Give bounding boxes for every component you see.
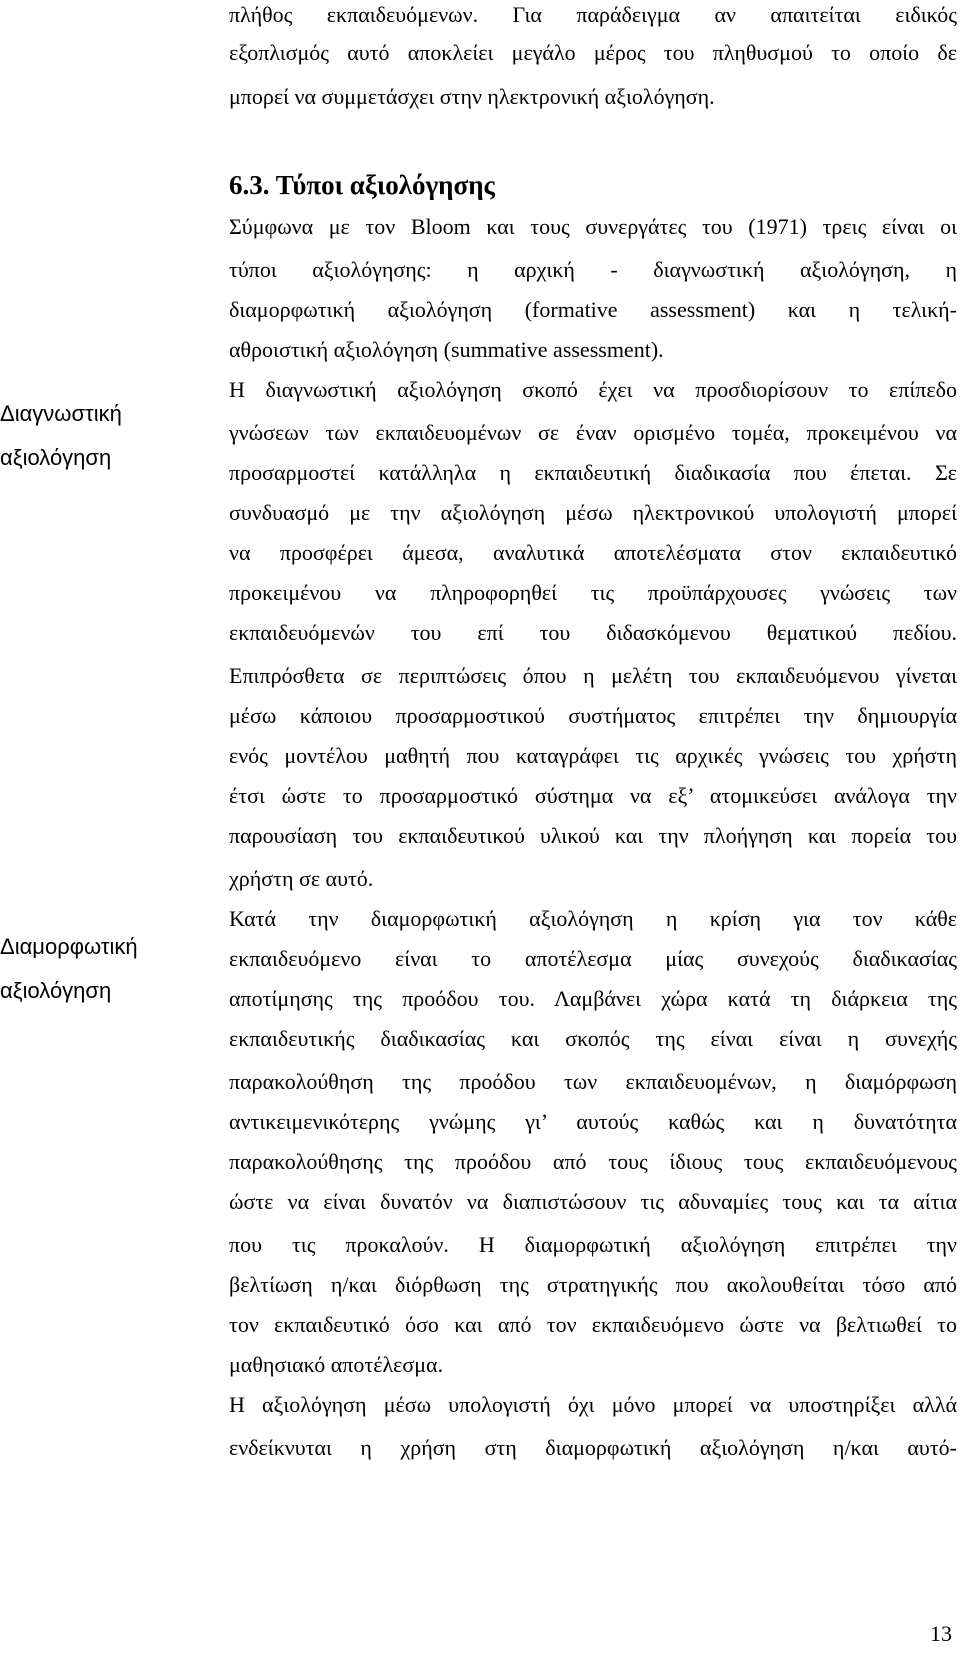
margin-note-formative-line-2: αξιολόγηση bbox=[0, 978, 112, 1003]
section-heading: 6.3. Τύποι αξιολόγησης bbox=[229, 170, 495, 200]
para3-line-5: παρακολούθηση της προόδου των εκπαιδευομένων, η διαμόρφωση bbox=[229, 1069, 957, 1094]
para4-line-1: Η αξιολόγηση μέσω υπολογιστή όχι μόνο μπορεί να υποστηρίξει αλλά bbox=[229, 1392, 957, 1417]
para1-line-4: αθροιστική αξιολόγηση (summative assessment). bbox=[229, 337, 664, 362]
para3-line-2: εκπαιδευόμενο είναι το αποτέλεσμα μίας συνεχούς διαδικασίας bbox=[229, 946, 957, 971]
para3-line-7: παρακολούθησης της προόδου από τους ίδιους τους εκπαιδευόμενους bbox=[229, 1149, 957, 1174]
para2-line-4: συνδυασμό με την αξιολόγηση μέσω ηλεκτρονικού υπολογιστή μπορεί bbox=[229, 500, 957, 525]
margin-note-diagnostic bbox=[0, 392, 170, 480]
intro-line-1: πλήθος εκπαιδευόμενων. Για παράδειγμα αν απαιτείται ειδικός bbox=[229, 2, 957, 27]
para2-line-8: Επιπρόσθετα σε περιπτώσεις όπου η μελέτη του εκπαιδευόμενου γίνεται bbox=[229, 663, 957, 688]
para1-line-1: Σύμφωνα με τον Bloom και τους συνεργάτες του (1971) τρεις είναι οι bbox=[229, 214, 957, 239]
para3-line-6: αντικειμενικότερης γνώμης γι’ αυτούς καθώς και η δυνατότητα bbox=[229, 1109, 957, 1134]
para3-line-8: ώστε να είναι δυνατόν να διαπιστώσουν τις αδυναμίες τους και τα αίτια bbox=[229, 1189, 957, 1214]
para1-line-3: διαμορφωτική αξιολόγηση (formative assessment) και η τελική- bbox=[229, 297, 957, 322]
page-number: 13 bbox=[930, 1621, 952, 1646]
para2-line-1: Η διαγνωστική αξιολόγηση σκοπό έχει να προσδιορίσουν το επίπεδο bbox=[229, 377, 957, 402]
margin-note-formative-line-1: Διαμορφωτική bbox=[0, 934, 138, 959]
para1-line-2: τύποι αξιολόγησης: η αρχική - διαγνωστική αξιολόγηση, η bbox=[229, 257, 957, 282]
para3-line-11: τον εκπαιδευτικό όσο και από τον εκπαιδευόμενο ώστε να βελτιωθεί το bbox=[229, 1312, 957, 1337]
para2-line-9: μέσω κάποιου προσαρμοστικού συστήματος επιτρέπει την δημιουργία bbox=[229, 703, 957, 728]
para2-line-6: προκειμένου να πληροφορηθεί τις προϋπάρχουσες γνώσεις των bbox=[229, 580, 957, 605]
para2-line-11: έτσι ώστε το προσαρμοστικό σύστημα να εξ’ ατομικεύσει ανάλογα την bbox=[229, 783, 957, 808]
para2-line-2: γνώσεων των εκπαιδευομένων σε έναν ορισμένο τομέα, προκειμένου να bbox=[229, 420, 957, 445]
para2-line-13: χρήστη σε αυτό. bbox=[229, 866, 374, 891]
para2-line-5: να προσφέρει άμεσα, αναλυτικά αποτελέσματα στον εκπαιδευτικό bbox=[229, 540, 957, 565]
para3-line-3: αποτίμησης της προόδου του. Λαμβάνει χώρα κατά τη διάρκεια της bbox=[229, 986, 957, 1011]
para3-line-4: εκπαιδευτικής διαδικασίας και σκοπός της είναι είναι η συνεχής bbox=[229, 1026, 957, 1051]
margin-note-diagnostic-line-2: αξιολόγηση bbox=[0, 445, 112, 470]
margin-note-diagnostic-line-1: Διαγνωστική bbox=[0, 401, 122, 426]
para2-line-7: εκπαιδευόμενών του επί του διδασκόμενου θεματικού πεδίου. bbox=[229, 620, 957, 645]
para3-line-10: βελτίωση η/και διόρθωση της στρατηγικής που ακολουθείται τόσο από bbox=[229, 1272, 957, 1297]
para2-line-3: προσαρμοστεί κατάλληλα η εκπαιδευτική διαδικασία που έπεται. Σε bbox=[229, 460, 957, 485]
intro-line-2: εξοπλισμός αυτό αποκλείει μεγάλο μέρος του πληθυσμού το οποίο δε bbox=[229, 40, 957, 65]
para2-line-12: παρουσίαση του εκπαιδευτικού υλικού και την πλοήγηση και πορεία του bbox=[229, 823, 957, 848]
para3-line-12: μαθησιακό αποτέλεσμα. bbox=[229, 1352, 444, 1377]
intro-line-3: μπορεί να συμμετάσχει στην ηλεκτρονική αξιολόγηση. bbox=[229, 84, 715, 109]
margin-note-formative bbox=[0, 925, 170, 1013]
para4-line-2: ενδείκνυται η χρήση στη διαμορφωτική αξιολόγηση η/και αυτό- bbox=[229, 1435, 957, 1460]
para3-line-1: Κατά την διαμορφωτική αξιολόγηση η κρίση για τον κάθε bbox=[229, 906, 957, 931]
para2-line-10: ενός μοντέλου μαθητή που καταγράφει τις αρχικές γνώσεις του χρήστη bbox=[229, 743, 957, 768]
para3-line-9: που τις προκαλούν. Η διαμορφωτική αξιολόγηση επιτρέπει την bbox=[229, 1232, 957, 1257]
